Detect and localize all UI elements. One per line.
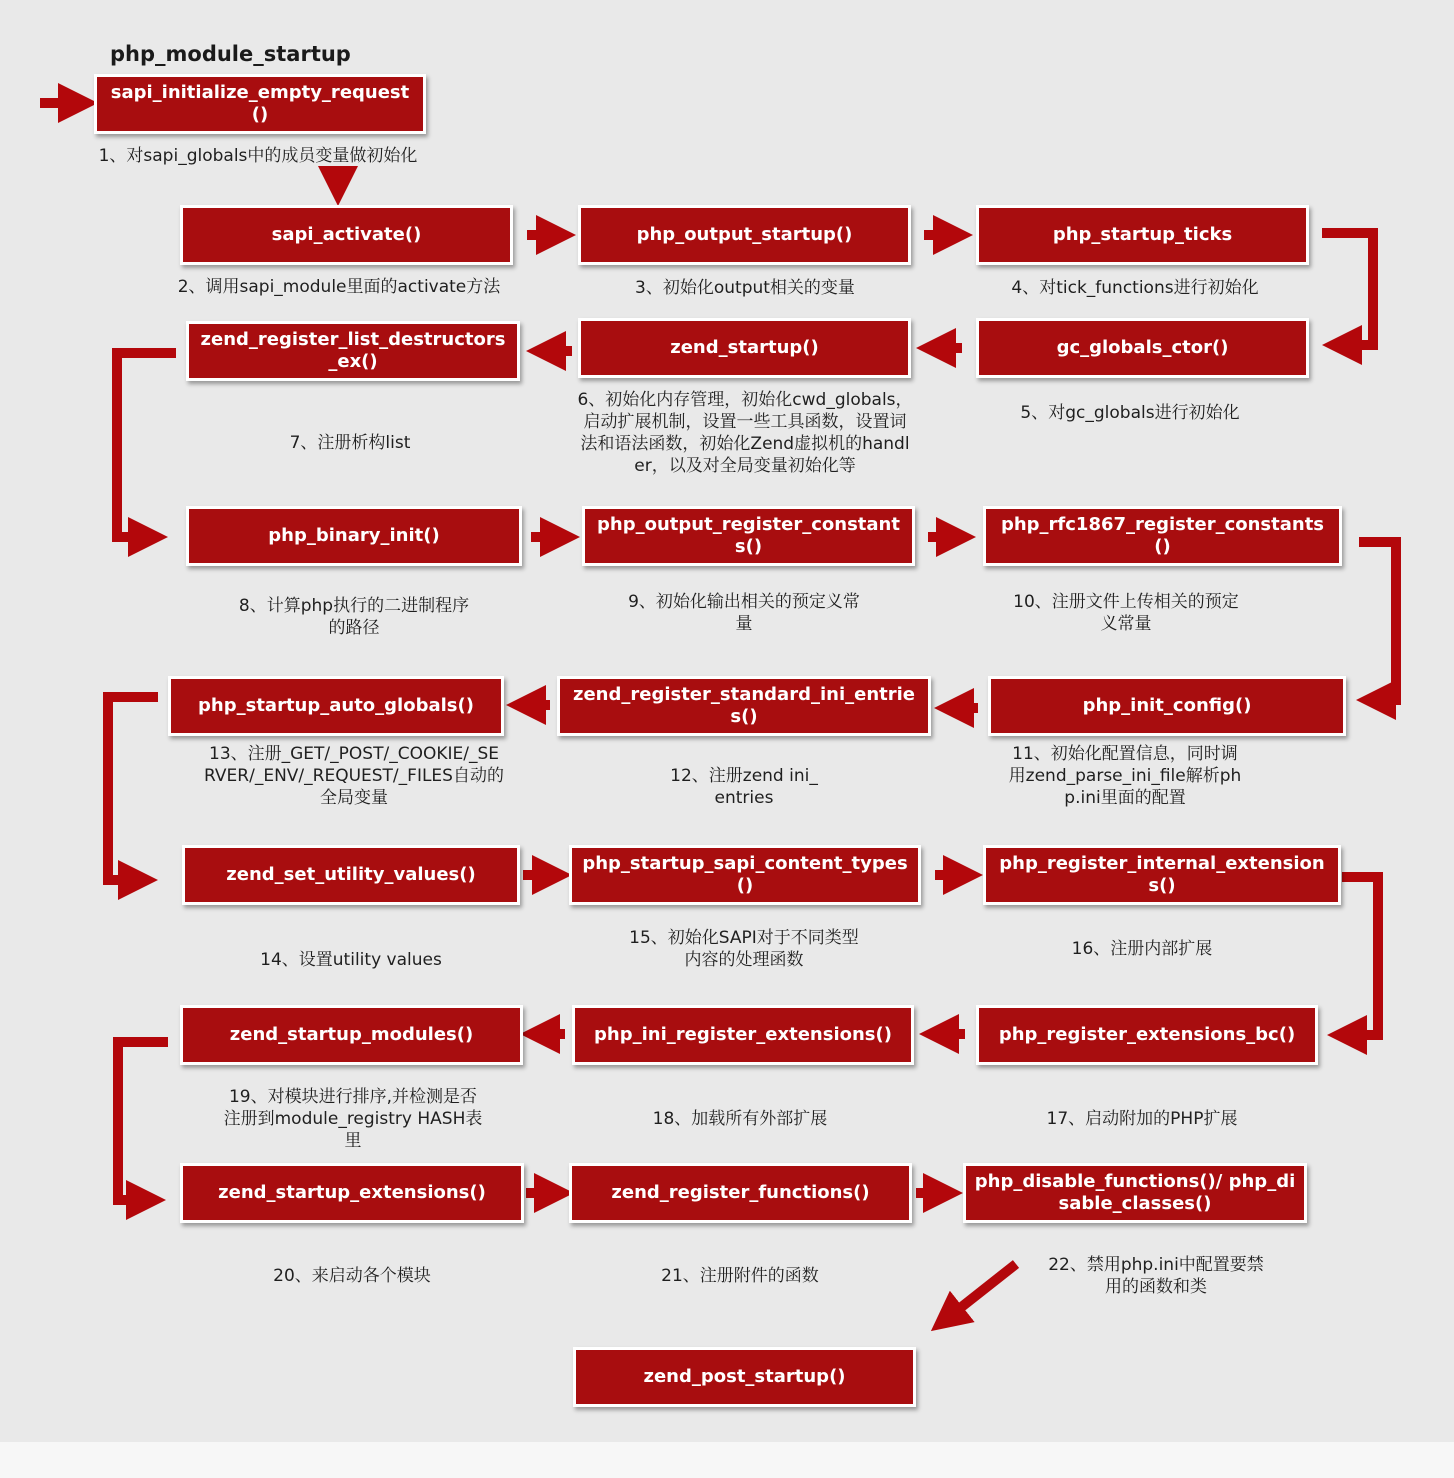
step-note-3: 3、初始化output相关的变量 — [635, 278, 855, 298]
arrow-22-23 — [945, 1264, 1016, 1320]
step-note-15: 15、初始化SAPI对于不同类型内容的处理函数 — [629, 928, 859, 970]
step-note-19: 19、对模块进行排序,并检测是否注册到module_registry HASH表里 — [223, 1087, 483, 1151]
step-note-22: 22、禁用php.ini中配置要禁用的函数和类 — [1048, 1255, 1264, 1297]
arrow-4-5 — [1322, 233, 1373, 345]
step-box-15: php_startup_sapi_content_types() — [569, 845, 921, 905]
step-note-12: 12、注册zend ini_entries — [670, 766, 818, 808]
step-note-10: 10、注册文件上传相关的预定义常量 — [1013, 592, 1239, 634]
diagram-title: php_module_startup — [110, 42, 351, 66]
step-box-18: php_ini_register_extensions() — [572, 1005, 914, 1065]
step-note-9: 9、初始化输出相关的预定义常量 — [628, 592, 860, 634]
step-box-20: zend_startup_extensions() — [180, 1163, 524, 1223]
step-note-5: 5、对gc_globals进行初始化 — [1020, 403, 1240, 423]
step-note-14: 14、设置utility values — [260, 950, 442, 970]
arrow-13-14 — [108, 697, 158, 880]
step-note-17: 17、启动附加的PHP扩展 — [1046, 1109, 1238, 1129]
step-box-2: sapi_activate() — [180, 205, 513, 265]
step-box-14: zend_set_utility_values() — [182, 845, 520, 905]
step-note-2: 2、调用sapi_module里面的activate方法 — [177, 277, 501, 297]
step-box-10: php_rfc1867_register_constants() — [983, 506, 1342, 566]
step-note-18: 18、加载所有外部扩展 — [652, 1109, 828, 1129]
step-box-19: zend_startup_modules() — [180, 1005, 523, 1065]
arrow-7-8 — [117, 353, 176, 537]
step-box-4: php_startup_ticks — [976, 205, 1309, 265]
step-note-20: 20、来启动各个模块 — [273, 1266, 431, 1286]
step-note-11: 11、初始化配置信息，同时调用zend_parse_ini_file解析php.ini里面的配置 — [1008, 744, 1242, 808]
step-box-3: php_output_startup() — [578, 205, 911, 265]
step-note-13: 13、注册_GET/_POST/_COOKIE/_SERVER/_ENV/_REQUEST/_FILES自动的全局变量 — [204, 744, 504, 808]
step-note-8: 8、计算php执行的二进制程序的路径 — [238, 596, 470, 638]
step-box-6: zend_startup() — [578, 318, 911, 378]
step-box-8: php_binary_init() — [186, 506, 522, 566]
arrow-16-17 — [1342, 877, 1378, 1035]
step-box-22: php_disable_functions()/ php_disable_classes() — [963, 1163, 1307, 1223]
step-box-17: php_register_extensions_bc() — [976, 1005, 1318, 1065]
step-box-21: zend_register_functions() — [569, 1163, 912, 1223]
step-box-16: php_register_internal_extensions() — [983, 845, 1341, 905]
step-box-7: zend_register_list_destructors_ex() — [186, 321, 520, 381]
step-box-1: sapi_initialize_empty_request() — [94, 74, 426, 134]
step-box-5: gc_globals_ctor() — [976, 318, 1309, 378]
step-note-6: 6、初始化内存管理，初始化cwd_globals，启动扩展机制，设置一些工具函数，设置词法和语法函数，初始化Zend虚拟机的handler，以及对全局变量初始化等 — [577, 390, 913, 476]
arrow-10-11 — [1359, 542, 1396, 700]
step-box-11: php_init_config() — [988, 676, 1346, 736]
bottom-strip — [0, 1442, 1454, 1478]
step-note-4: 4、对tick_functions进行初始化 — [1011, 278, 1259, 298]
step-note-16: 16、注册内部扩展 — [1071, 939, 1213, 959]
step-note-7: 7、注册析构list — [289, 433, 411, 453]
arrow-19-20 — [118, 1042, 168, 1200]
step-box-9: php_output_register_constants() — [582, 506, 915, 566]
step-box-12: zend_register_standard_ini_entries() — [557, 676, 931, 736]
step-note-1: 1、对sapi_globals中的成员变量做初始化 — [98, 146, 418, 166]
step-box-13: php_startup_auto_globals() — [168, 676, 504, 736]
step-note-21: 21、注册附件的函数 — [661, 1266, 819, 1286]
step-box-23: zend_post_startup() — [573, 1347, 916, 1407]
